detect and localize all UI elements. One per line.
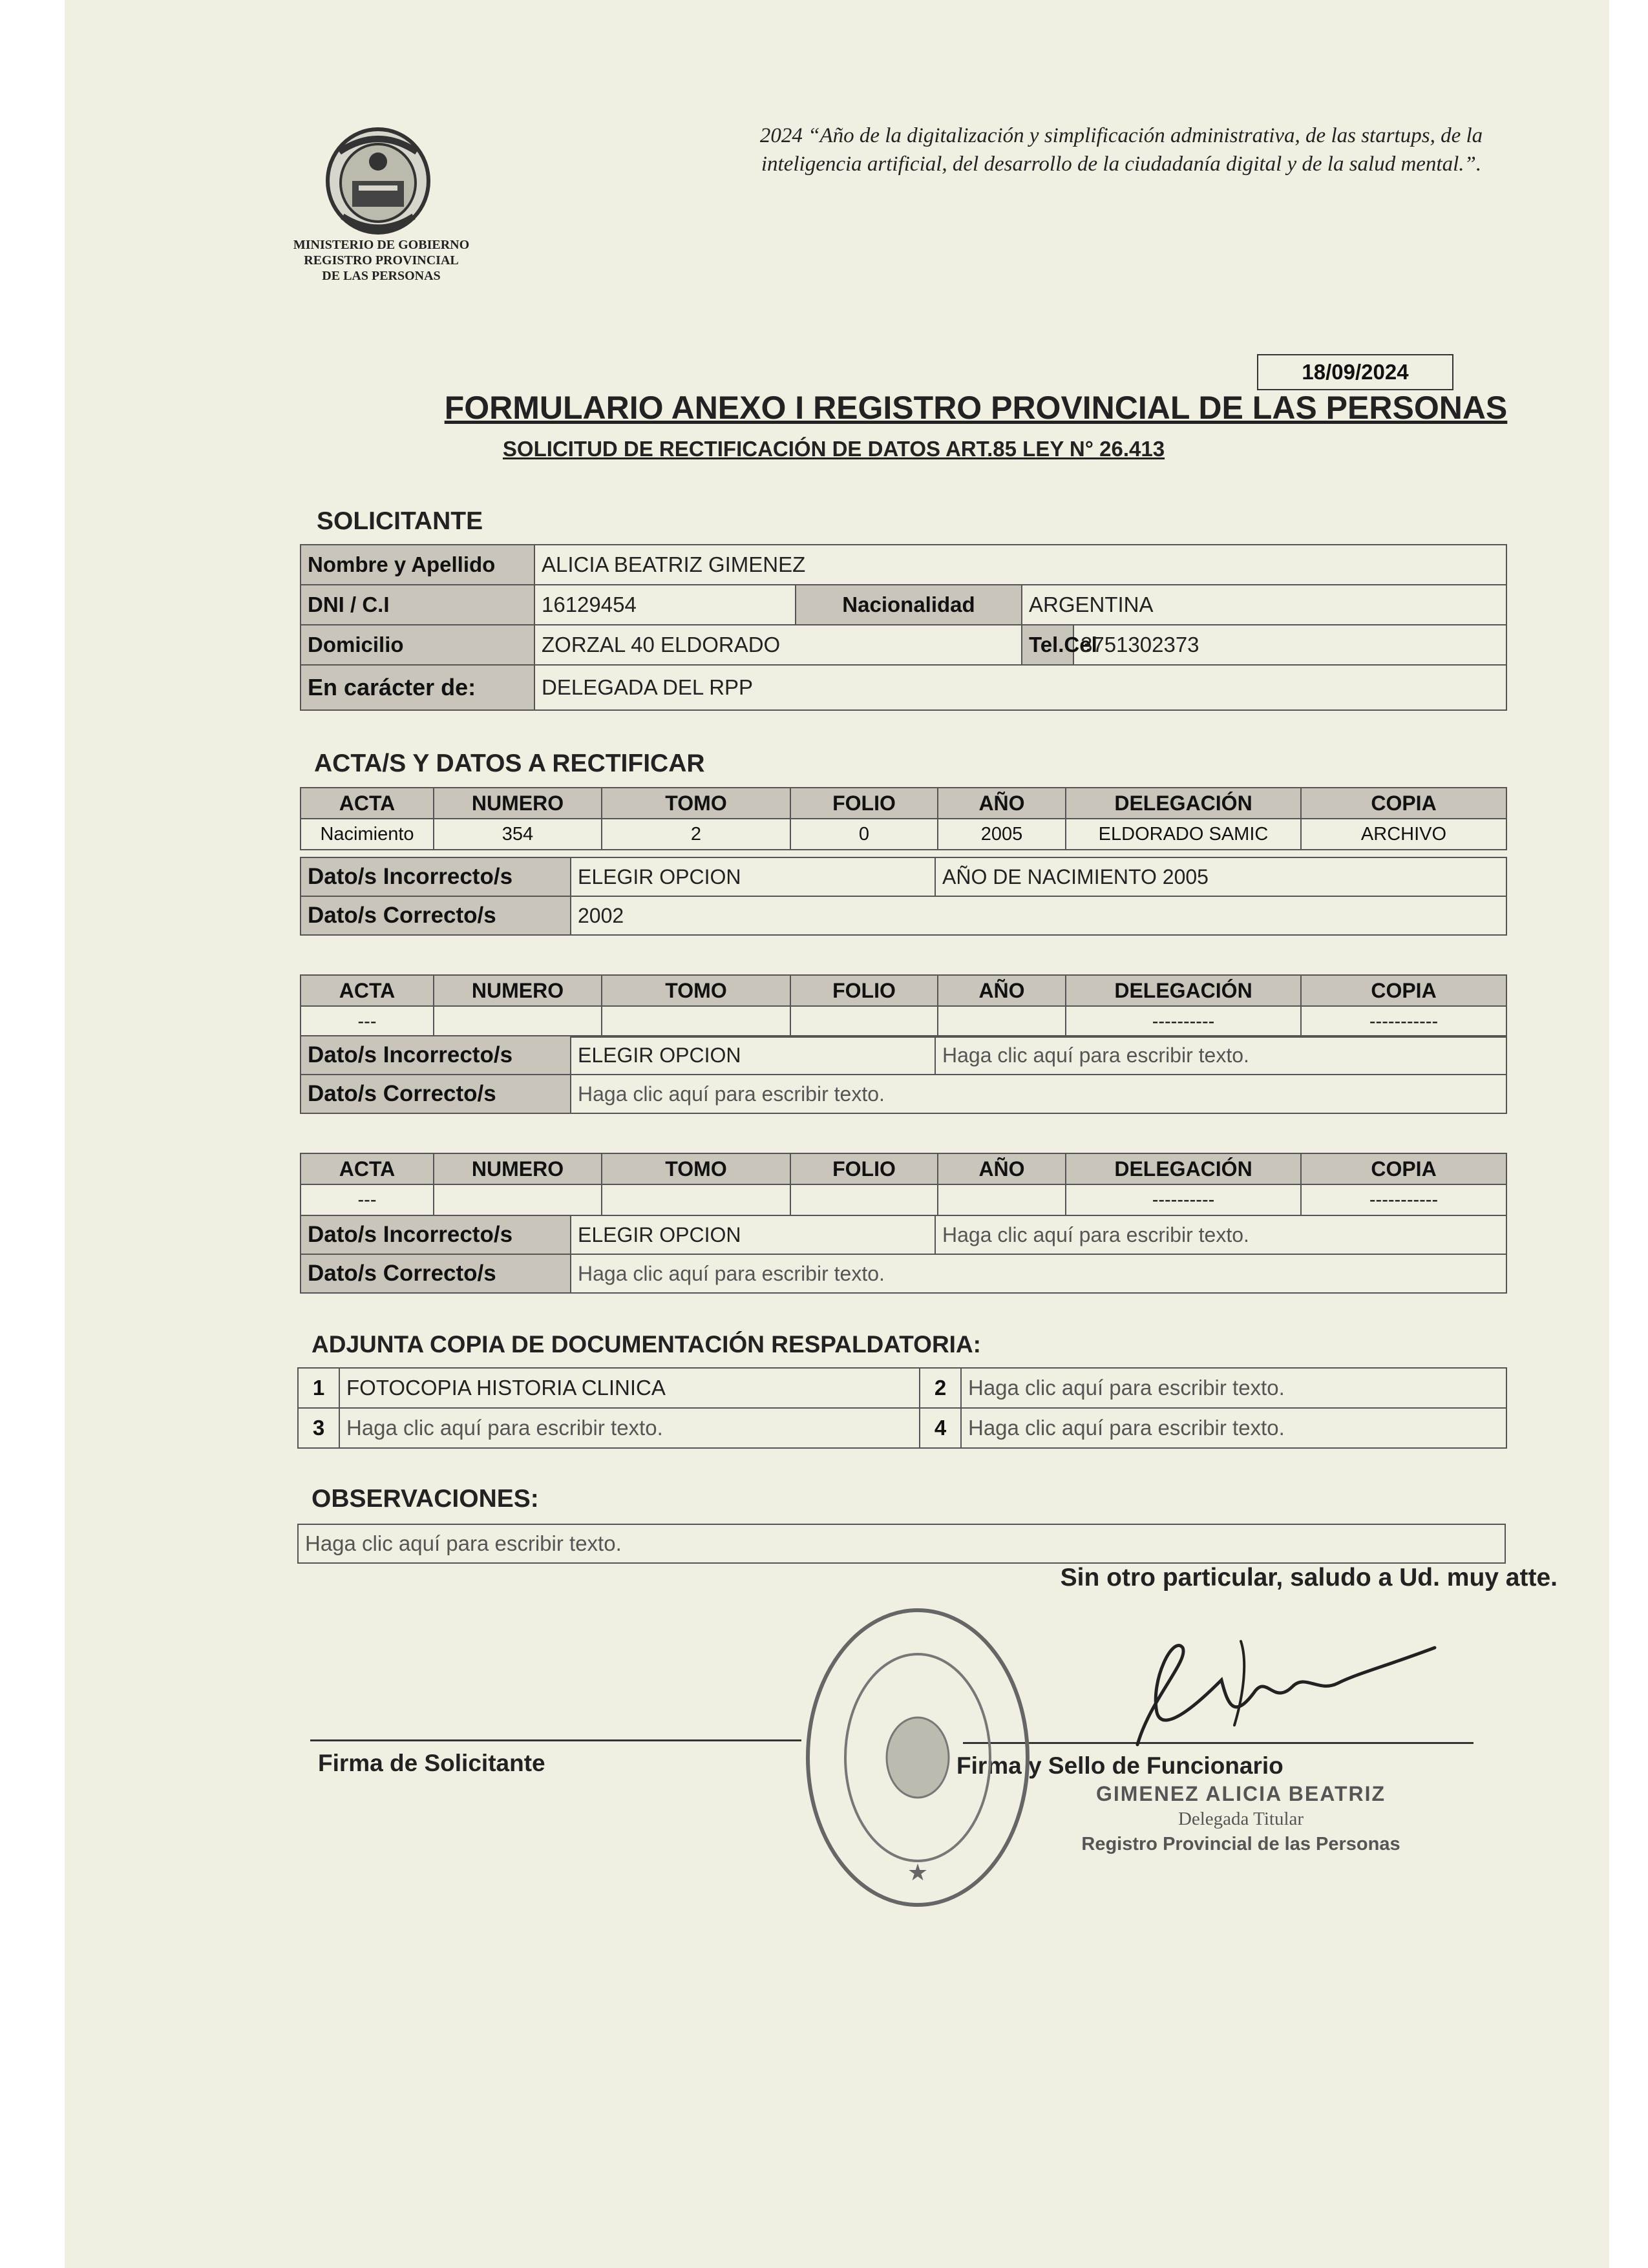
form-title: FORMULARIO ANEXO I REGISTRO PROVINCIAL DE LAS PERSONAS — [444, 390, 1508, 426]
acta-cell[interactable]: Nacimiento — [301, 819, 434, 850]
incorrect-data-label: Dato/s Incorrecto/s — [301, 857, 571, 896]
attachment-number: 4 — [920, 1408, 961, 1448]
col-header-copia: COPIA — [1301, 975, 1506, 1006]
org-line: REGISTRO PROVINCIAL — [304, 253, 459, 268]
incorrect-data-field[interactable]: AÑO DE NACIMIENTO 2005 — [935, 857, 1506, 896]
copia-cell[interactable]: ARCHIVO — [1301, 819, 1506, 850]
acta-cell[interactable]: --- — [301, 1184, 434, 1215]
official-name-stamp — [1047, 1782, 1435, 1855]
org-line: MINISTERIO DE GOBIERNO — [293, 238, 470, 252]
provincial-coat-of-arms-icon — [320, 126, 436, 236]
domicilio-field[interactable]: ZORZAL 40 ELDORADO — [534, 625, 1022, 665]
correct-data-field[interactable]: Haga clic aquí para escribir texto. — [571, 1254, 1506, 1293]
col-header-acta: ACTA — [301, 788, 434, 819]
signature-line-solicitante — [310, 1739, 801, 1741]
incorrect-option-select[interactable]: ELEGIR OPCION — [571, 1036, 935, 1075]
signature-label-solicitante: Firma de Solicitante — [318, 1750, 545, 1776]
folio-cell[interactable] — [790, 1006, 938, 1037]
incorrect-option-select[interactable]: ELEGIR OPCION — [571, 1215, 935, 1254]
col-header-delegacion: DELEGACIÓN — [1066, 1153, 1301, 1184]
col-header-numero: NUMERO — [434, 1153, 602, 1184]
correct-data-field[interactable]: Haga clic aquí para escribir texto. — [571, 1075, 1506, 1113]
section-title-actas: ACTA/S Y DATOS A RECTIFICAR — [314, 750, 705, 777]
attachment-field[interactable]: Haga clic aquí para escribir texto. — [961, 1408, 1506, 1448]
tomo-cell[interactable] — [602, 1184, 790, 1215]
attachment-field[interactable]: Haga clic aquí para escribir texto. — [339, 1408, 920, 1448]
observations-field[interactable]: Haga clic aquí para escribir texto. — [298, 1524, 1505, 1563]
acta-data-table-3 — [300, 1215, 1507, 1294]
form-subtitle: SOLICITUD DE RECTIFICACIÓN DE DATOS ART.85 LEY N° 26.413 — [502, 437, 1165, 461]
col-header-tomo: TOMO — [602, 1153, 790, 1184]
delegacion-cell[interactable]: ---------- — [1066, 1184, 1301, 1215]
domicilio-label: Domicilio — [301, 625, 534, 665]
col-header-anio: AÑO — [938, 975, 1066, 1006]
caracter-field[interactable]: DELEGADA DEL RPP — [534, 665, 1506, 710]
solicitante-table — [300, 544, 1507, 711]
section-title-observaciones: OBSERVACIONES: — [312, 1485, 539, 1513]
acta-data-table-1 — [300, 857, 1507, 936]
commemorative-motto: 2024 “Año de la digitalización y simplificación administrativa, de las startups, de la inteligencia artificial, del desarrollo de la ciudadanía digital y de la salud mental.”. — [759, 124, 1483, 176]
delegacion-cell[interactable]: ---------- — [1066, 1006, 1301, 1037]
svg-text:★: ★ — [907, 1859, 929, 1885]
correct-data-field[interactable]: 2002 — [571, 896, 1506, 935]
col-header-tomo: TOMO — [602, 975, 790, 1006]
anio-cell[interactable] — [938, 1184, 1066, 1215]
col-header-folio: FOLIO — [790, 1153, 938, 1184]
folio-cell[interactable]: 0 — [790, 819, 938, 850]
anio-cell[interactable]: 2005 — [938, 819, 1066, 850]
closing-text: Sin otro particular, saludo a Ud. muy atte. — [1060, 1564, 1558, 1591]
attachment-field[interactable]: FOTOCOPIA HISTORIA CLINICA — [339, 1368, 920, 1408]
tel-field[interactable]: 3751302373 — [1073, 625, 1506, 665]
folio-cell[interactable] — [790, 1184, 938, 1215]
col-header-tomo: TOMO — [602, 788, 790, 819]
col-header-folio: FOLIO — [790, 975, 938, 1006]
tel-label: Tel.Cel — [1022, 625, 1073, 665]
correct-data-label: Dato/s Correcto/s — [301, 1254, 571, 1293]
col-header-numero: NUMERO — [434, 975, 602, 1006]
col-header-copia: COPIA — [1301, 788, 1506, 819]
anio-cell[interactable] — [938, 1006, 1066, 1037]
acta-cell[interactable]: --- — [301, 1006, 434, 1037]
attachment-number: 2 — [920, 1368, 961, 1408]
date-field[interactable]: 18/09/2024 — [1257, 354, 1453, 390]
handwritten-signature — [1112, 1622, 1448, 1764]
nombre-label: Nombre y Apellido — [301, 545, 534, 585]
nacionalidad-field[interactable]: ARGENTINA — [1022, 585, 1506, 625]
official-name: GIMENEZ ALICIA BEATRIZ — [1095, 1782, 1386, 1805]
attachments-table — [297, 1367, 1507, 1449]
incorrect-data-field[interactable]: Haga clic aquí para escribir texto. — [935, 1215, 1506, 1254]
dni-label: DNI / C.I — [301, 585, 534, 625]
attachment-number: 3 — [298, 1408, 339, 1448]
acta-data-table-2 — [300, 1035, 1507, 1114]
col-header-delegacion: DELEGACIÓN — [1066, 975, 1301, 1006]
incorrect-data-label: Dato/s Incorrecto/s — [301, 1215, 571, 1254]
incorrect-data-label: Dato/s Incorrecto/s — [301, 1036, 571, 1075]
tomo-cell[interactable] — [602, 1006, 790, 1037]
col-header-copia: COPIA — [1301, 1153, 1506, 1184]
registry-round-stamp — [795, 1602, 1041, 1913]
caracter-label: En carácter de: — [301, 665, 534, 710]
official-role: Delegada Titular — [1178, 1809, 1304, 1829]
incorrect-data-field[interactable]: Haga clic aquí para escribir texto. — [935, 1036, 1506, 1075]
col-header-delegacion: DELEGACIÓN — [1066, 788, 1301, 819]
incorrect-option-select[interactable]: ELEGIR OPCION — [571, 857, 935, 896]
delegacion-cell[interactable]: ELDORADO SAMIC — [1066, 819, 1301, 850]
section-title-solicitante: SOLICITANTE — [317, 507, 483, 535]
acta-table-1 — [300, 787, 1507, 850]
org-line: DE LAS PERSONAS — [322, 269, 441, 283]
attachment-field[interactable]: Haga clic aquí para escribir texto. — [961, 1368, 1506, 1408]
observations-table — [297, 1524, 1506, 1564]
correct-data-label: Dato/s Correcto/s — [301, 896, 571, 935]
document-page — [65, 0, 1609, 2268]
numero-cell[interactable] — [434, 1006, 602, 1037]
col-header-acta: ACTA — [301, 1153, 434, 1184]
copia-cell[interactable]: ----------- — [1301, 1184, 1506, 1215]
correct-data-label: Dato/s Correcto/s — [301, 1075, 571, 1113]
tomo-cell[interactable]: 2 — [602, 819, 790, 850]
col-header-acta: ACTA — [301, 975, 434, 1006]
dni-field[interactable]: 16129454 — [534, 585, 796, 625]
numero-cell[interactable]: 354 — [434, 819, 602, 850]
acta-table-2 — [300, 974, 1507, 1038]
copia-cell[interactable]: ----------- — [1301, 1006, 1506, 1037]
col-header-folio: FOLIO — [790, 788, 938, 819]
signature-label-funcionario: Firma y Sello de Funcionario — [956, 1752, 1284, 1779]
official-office: Registro Provincial de las Personas — [1081, 1834, 1400, 1854]
attachment-number: 1 — [298, 1368, 339, 1408]
numero-cell[interactable] — [434, 1184, 602, 1215]
nombre-field[interactable]: ALICIA BEATRIZ GIMENEZ — [534, 545, 1506, 585]
nacionalidad-label: Nacionalidad — [796, 585, 1022, 625]
col-header-anio: AÑO — [938, 1153, 1066, 1184]
section-title-adjunta: ADJUNTA COPIA DE DOCUMENTACIÓN RESPALDATORIA: — [312, 1331, 981, 1358]
acta-table-3 — [300, 1153, 1507, 1216]
col-header-anio: AÑO — [938, 788, 1066, 819]
col-header-numero: NUMERO — [434, 788, 602, 819]
